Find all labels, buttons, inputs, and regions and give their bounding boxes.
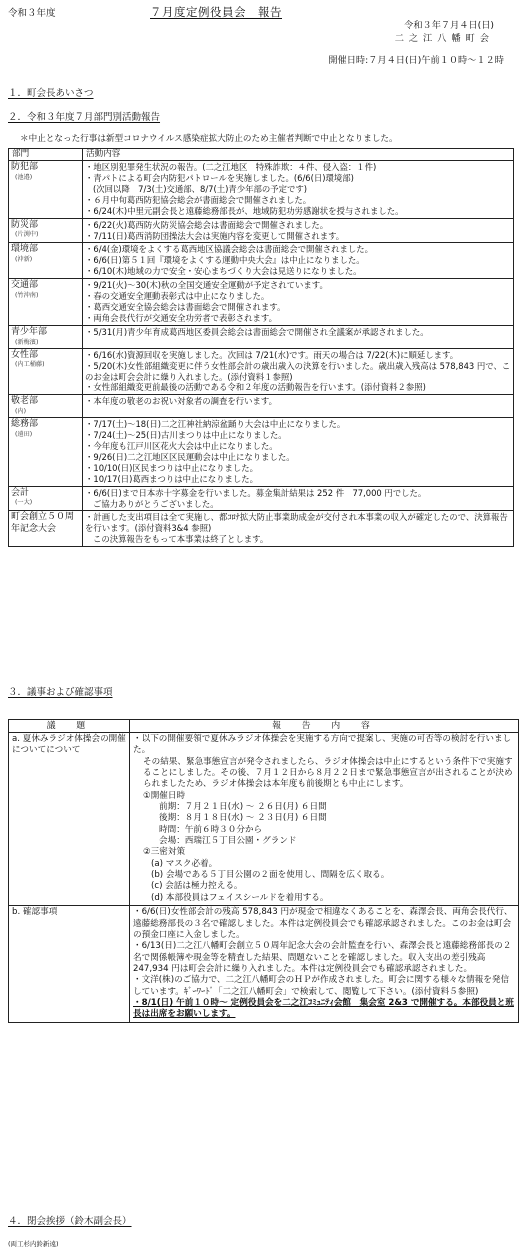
cancellation-note: ＊中止となった行事は新型コロナウイルス感染症拡大防止のため主催者判断で中止となりました。 [20, 134, 398, 144]
activity-line: ・7/11(日)葛西消防団操法大会は実施内容を変更して開催されます。 [85, 230, 345, 241]
activity-line: ・7/24(土)～25(日)古川まつりは中止になりました。 [85, 430, 287, 441]
department-lead: (内) [15, 408, 27, 416]
section-3-heading: ３．議事および確認事項 [8, 687, 113, 698]
department-name: 総務部 [11, 419, 39, 430]
agenda-topic: b. 確認事項 [9, 906, 130, 1022]
department-cell [9, 395, 83, 418]
activity-line: ・葛西交通安全協会総会は書面総会で開催されます。 [85, 302, 286, 313]
activity-row [9, 395, 514, 418]
activity-row [9, 218, 514, 243]
activity-line: ・6/4(金)環境をよくする葛西地区協議会総会は書面総会で開催されました。 [85, 244, 374, 255]
activity-line: ・6/22(火)葛西防火防災協会総会は書面総会で開催されました。 [85, 219, 329, 230]
activity-line: ・10/17(日)葛西まつりは中止になりました。 [85, 473, 259, 484]
activity-line: ・本年度の敬老のお祝い対象者の調査を行います。 [85, 396, 277, 407]
activity-line: ・6/6(日)まで日本赤十字募金を行いました。募金集計結果は 252 件 77,000 円でした。 [85, 487, 427, 498]
department-lead: (新梅濱) [15, 338, 39, 346]
activity-report-table [8, 148, 514, 547]
department-name: 防犯部 [11, 162, 39, 172]
activity-line: ・5/20(木)女性部組織変更に伴う女性部会計の歳出歳入の決算を行いました。歳出歳入残高は 578,843 円で、このお金は町会会計に繰り入れました。(添付資料１参照) [85, 360, 511, 382]
document-title: ７月度定例役員会 報告 [150, 5, 282, 19]
agenda-line: (b) 会場である５丁目公園の２面を使用し、間隔を広く取る。 [151, 870, 390, 881]
fiscal-year-label: 令和３年度 [8, 8, 56, 19]
department-cell [9, 511, 83, 547]
agenda-report [130, 906, 519, 1022]
department-name: 町会創立５０周年記念大会 [11, 512, 75, 535]
department-name: 環境部 [11, 244, 39, 255]
department-lead: (遠田) [15, 430, 33, 438]
department-cell [9, 161, 83, 219]
agenda-line: (d) 本部役員はフェイスシールドを着用する。 [151, 892, 329, 903]
activity-line: ・計画した支出項目は全て実施し、都ｺﾛﾅ拡大防止事業助成金が交付され本事業の収入が確定したので、決算報告を行います。(添付資料3&4 参照) [85, 512, 508, 534]
activity-line: ・6/16(水)資源回収を実施しました。次回は 7/21(水)です。雨天の場合は 7/22(木)に順延します。 [85, 349, 459, 360]
department-cell [9, 486, 83, 511]
agenda-line: その結果、緊急事態宣言が発令されましたら、ラジオ体操会は中止にするという条件下で実施することにしました。その後、７月１２日から８月２２日まで緊急事態宣言が出されることが決められましたため、ラジオ体操会は本年度も前後期とも中止にします。 [143, 756, 513, 790]
activity-line: ・6/6(日)第５１回『環境をよくする運動中央大会』は中止になりました。 [85, 255, 365, 266]
agenda-line: (a) マスク必着。 [151, 858, 218, 869]
activity-row [9, 348, 514, 395]
agenda-row [9, 906, 519, 1022]
department-name: 交通部 [11, 280, 39, 291]
department-name: 会計 [11, 487, 30, 498]
header-report: 報 告 内 容 [130, 720, 519, 733]
activity-line: ・両角会長代行が交通安全功労者で表彰されます。 [85, 312, 277, 323]
document-meta [328, 19, 504, 67]
agenda-table [8, 719, 519, 1023]
activity-line: ・9/26(日)二之江地区区民運動会は中止になりました。 [85, 451, 295, 462]
activity-line: ・5/31(月)青少年育成葛西地区委員会総会は書面総会で開催され全議案が承認されました。 [85, 326, 429, 337]
department-lead: (内工桶藤) [15, 361, 45, 369]
activity-line: ご協力ありがとうございました。 [93, 498, 219, 509]
agenda-row [9, 733, 519, 906]
department-name: 青少年部 [11, 326, 48, 337]
activity-cell [83, 395, 514, 418]
attendee-initials: (両工杉内鈴新遠) [8, 1240, 59, 1248]
agenda-line: ・6/6(日)女性部会計の残高 578,843 円が現金で相違なくあることを、森澤会長、両角会長代行、遠藤総務部長の３名で確認しました。本件は定例役員会でも確認承認されました。このお金は町会の預金口座に入金しました。 [133, 907, 513, 940]
activity-line: ・地区別犯罪発生状況の報告。(二之江地区 特殊詐欺：４件、侵入盗：１件) [85, 162, 377, 172]
agenda-line: ・文洋(株)のご協力で、二之江八幡町会のＨＰが作成されました。町会に関する様々な情報を発信しています。ｷﾞｰﾜｰﾄﾞ「二之江八幡町会」で検索して、閲覧して下さい。(添付資料５参照) [133, 975, 510, 997]
activity-table-header [9, 149, 514, 161]
header-department: 部門 [9, 149, 83, 161]
activity-cell [83, 279, 514, 326]
department-lead: (片渕中) [15, 231, 39, 239]
activity-cell [83, 161, 514, 219]
department-cell [9, 348, 83, 395]
agenda-line: 会場：西瑞江５丁目公園・グランド [159, 836, 297, 847]
organization-name: 二之江八幡町会 [394, 33, 494, 45]
activity-line: ・６月中旬葛西防犯協会総会が書面総会で開催されました。 [85, 194, 312, 205]
activity-row [9, 418, 514, 487]
department-cell [9, 325, 83, 348]
activity-cell [83, 348, 514, 395]
department-name: 防災部 [11, 219, 39, 230]
department-cell [9, 218, 83, 243]
activity-cell [83, 325, 514, 348]
department-cell [9, 279, 83, 326]
department-name: 女性部 [11, 349, 39, 360]
agenda-line: ②三密対策 [143, 847, 186, 858]
activity-cell [83, 243, 514, 279]
activity-cell [83, 418, 514, 487]
department-lead: (一大) [15, 499, 33, 507]
agenda-line: 前期：７月２１日(水) ～ ２６日(月) ６日間 [159, 802, 327, 813]
section-4-heading: ４．閉会挨拶（鈴木副会長） [8, 1216, 132, 1227]
agenda-line: ・6/13(日)二之江八幡町会創立５０周年記念大会の会計監査を行い、森澤会長と遠藤総務部長の２名で関係帳簿や現金等を精査した結果、問題ないことを確認しました。収入支出の差引残高 247,934 円は町会会計に繰り入れました。本件は定例役員会でも確認承認されました。 [133, 941, 512, 974]
department-lead: (沖新) [15, 256, 33, 264]
activity-line: ・6/10(木)地域の力で安全・安心まちづくり大会は見送りになりました。 [85, 266, 362, 277]
report-date: 令和３年７月４日(日) [404, 20, 494, 31]
agenda-line: (c) 会話は極力控える。 [151, 881, 243, 892]
activity-row [9, 279, 514, 326]
activity-line: ・青パトによる町会内防犯パトロールを実施しました。(6/6(日)環境部) [85, 172, 354, 183]
activity-line: ・10/10(日)区民まつりは中止になりました。 [85, 462, 259, 473]
activity-cell [83, 486, 514, 511]
activity-line: ・6/24(木)中里元副会長と遠藤総務部長が、地域防犯功労感謝状を授与されました。 [85, 205, 404, 216]
department-lead: (竹沖南) [15, 291, 39, 299]
activity-row [9, 325, 514, 348]
activity-line: (次回以降 7/3(土)交通部、8/7(土)青少年部の予定です) [93, 183, 308, 194]
activity-row [9, 511, 514, 547]
department-lead: (池邉) [15, 173, 33, 181]
header-topic: 議 題 [9, 720, 130, 733]
agenda-report [130, 733, 519, 906]
activity-line: ・女性部組織変更前最後の活動である令和２年度の活動報告を行います。(添付資料２参照) [85, 382, 426, 393]
department-cell [9, 243, 83, 279]
activity-cell [83, 511, 514, 547]
agenda-line: ・8/1(日) 午前１０時～ 定例役員会を二之江ｺﾐｭﾆﾃｨ会館 集会室 2&3 で開催する。本部役員と班長は出席をお願いします。 [133, 997, 514, 1020]
section-2-heading: ２．令和３年度７月部門別活動報告 [8, 112, 161, 123]
section-1-heading: １．町会長あいさつ [8, 88, 94, 99]
meeting-datetime: 開催日時:７月４日(日)午前１０時～１２時 [328, 54, 504, 66]
agenda-line: ①開催日時 [143, 790, 186, 801]
activity-row [9, 243, 514, 279]
activity-row [9, 486, 514, 511]
activity-line: ・春の交通安全運動表彰式は中止になりました。 [85, 291, 270, 302]
agenda-topic: a. 夏休みラジオ体操会の開催についてについて [9, 733, 130, 906]
agenda-table-header [9, 720, 519, 733]
agenda-line: 後期：８月１８日(水) ～ ２３日(月) ６日間 [159, 813, 327, 824]
header-activity: 活動内容 [83, 149, 514, 161]
activity-line: ・今年度も江戸川区花火大会は中止になりました。 [85, 440, 278, 451]
department-name: 敬老部 [11, 396, 39, 407]
activity-line: ・9/21(火)～30(木)秋の全国交通安全運動が予定されています。 [85, 280, 328, 291]
activity-line: ・7/17(土)～18(日)二之江神社納涼盆踊り大会は中止になりました。 [85, 419, 346, 430]
activity-cell [83, 218, 514, 243]
agenda-line: ・以下の開催要領で夏休みラジオ体操会を実施する方向で提案し、実施の可否等の検討を行いました。 [133, 734, 512, 756]
activity-line: この決算報告をもって本事業は終了とします。 [93, 534, 269, 545]
activity-row [9, 161, 514, 219]
agenda-line: 時間：午前６時３０分から [159, 824, 263, 835]
department-cell [9, 418, 83, 487]
